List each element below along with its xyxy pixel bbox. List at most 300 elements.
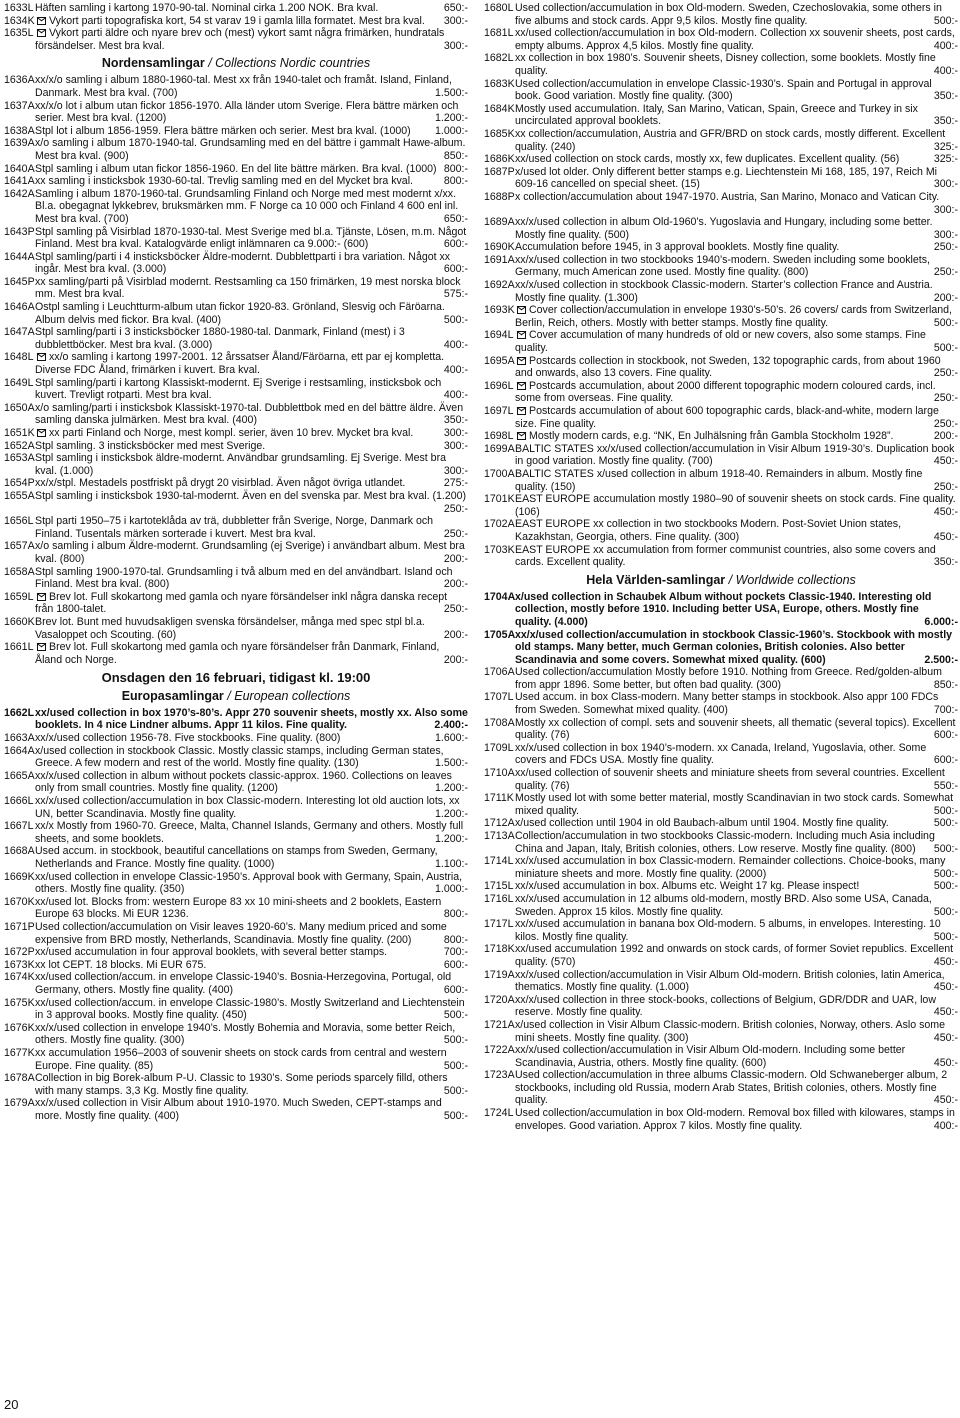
lot-description: EAST EUROPE xx collection in two stockbooks Modern. Post-Soviet Union states, Kazakhstan, Georgia, others. Fine quality. (300): [515, 518, 902, 543]
lot-description: xx/x/used collection in three stock-books, collections of Belgium, GDR/DDR and UAR, low reserve. Mostly fine quality.: [515, 993, 936, 1019]
lot-price: 800:-: [440, 934, 468, 947]
lot-entry: [484, 666, 958, 691]
lot-entry: [4, 402, 468, 427]
lot-description: xx/x/used collection/accumulation in stockbook Classic-1960’s. Stockbook with mostly old stamps. Many better, much German colonies, British colonies. Also better Scandinavia and some covers. Somewhat mixed quality. (600): [515, 628, 953, 666]
lot-number: 1694L: [484, 329, 514, 342]
lot-price: 450:-: [930, 981, 958, 994]
lot-number: 1644A: [4, 250, 35, 263]
section-heading: [4, 689, 468, 704]
lot-entry: [4, 566, 468, 591]
lot-number: 1683K: [484, 77, 515, 90]
lot-entry: [484, 103, 958, 128]
lot-price: 1.200:-: [431, 112, 468, 125]
lot-entry: [484, 855, 958, 880]
lot-entry: [4, 971, 468, 996]
lot-description: x/used collection in stockbook Classic. Mostly classic stamps, including German states, Greece. A few modern and rest of the world. Mostly fine quality. (130): [35, 744, 444, 770]
lot-number: 1661L: [4, 641, 34, 654]
lot-description: xx/x/used collection in album without pockets classic-approx. 1960. Collections on leaves only from small countries. Mostly fine quality. (1200): [35, 769, 452, 795]
lot-entry: [484, 254, 958, 279]
lot-entry: [484, 493, 958, 518]
lot-number: 1705A: [484, 628, 516, 641]
envelope-icon: [37, 17, 46, 25]
lot-description: xx/used accumulation 1992 and onwards on stock cards, of former Soviet republics. Excellent quality. (570): [515, 943, 954, 968]
lot-entry: [484, 629, 958, 667]
lot-description: Used collection/accumulation in envelope Classic-1930’s. Spain and Portugal in approval book. Good variation. Mostly fine quality. (300): [515, 77, 932, 103]
lot-entry: [4, 137, 468, 162]
lot-entry: [4, 946, 468, 959]
lot-price: 650:-: [440, 2, 468, 15]
lot-price: 400:-: [440, 339, 468, 352]
lot-number: 1713A: [484, 830, 515, 842]
lot-entry: [4, 732, 468, 745]
lot-description: xx/x/o lot i album utan fickor 1856-1970. Alla länder utom Sverige. Flera bättre märken och serier. Mest bra kval. (1200): [35, 99, 459, 125]
lot-price: 450:-: [930, 531, 958, 544]
lot-description: Used collection/accumulation on Visir leaves 1920-60’s. Many medium priced and some expensive from BRD mostly, Netherlands, Scandinavia. Mostly fine quality. (200): [35, 920, 447, 946]
lot-number: 1647A: [4, 326, 35, 339]
lot-price: 450:-: [930, 506, 958, 519]
lot-description: Stpl samling 1900-1970-tal. Grundsamling i två album med en del användbart. Island och Finland. Mest bra kval. (800): [35, 565, 453, 591]
lot-price: 2.400:-: [430, 719, 468, 732]
lot-description: xx/used accumulation in four approval booklets, with several better stamps.: [35, 946, 388, 959]
envelope-icon: [517, 331, 526, 339]
lot-price: 1.500:-: [431, 87, 468, 100]
lot-description: xx/used collection on stock cards, mostly xx, few duplicates. Excellent quality. (56): [515, 153, 900, 166]
lot-entry: [484, 918, 958, 943]
lot-entry: [4, 1097, 468, 1122]
lot-number: 1709L: [484, 741, 514, 754]
lot-number: 1674K: [4, 971, 35, 984]
lot-entry: [484, 717, 958, 742]
lot-price: 300:-: [440, 40, 468, 53]
lot-price: 300:-: [440, 440, 468, 453]
lot-description: xx/x/used collection 1956-78. Five stockbooks. Fine quality. (800): [35, 732, 341, 745]
lot-number: 1701K: [484, 493, 515, 506]
lot-price: 250:-: [930, 241, 958, 254]
lot-entry: [484, 128, 958, 153]
lot-description: xx/x/used collection/accumulation in Visir Album Old-modern. British colonies, latin America, thematics. Mostly fine quality. (1.000): [515, 968, 945, 994]
lot-description: Stpl lot i album 1856-1959. Flera bättre märken och serier. Mest bra kval. (1000): [35, 124, 411, 137]
lot-price: 250:-: [930, 418, 958, 431]
lot-number: 1678A: [4, 1072, 35, 1085]
envelope-icon: [37, 429, 46, 437]
lot-entry: [4, 100, 468, 125]
lot-number: 1706A: [484, 666, 515, 679]
lot-number: 1700A: [484, 467, 515, 480]
lot-description: Brev lot. Bunt med huvudsakligen svenska försändelser, många med spec stpl bl.a. Vasaloppet och Scouting. (60): [35, 615, 425, 641]
lot-number: 1720A: [484, 993, 515, 1006]
auction-date-heading: Onsdagen den 16 februari, tidigast kl. 19:00: [101, 670, 371, 686]
lot-price: 250:-: [930, 266, 958, 279]
lot-price: 500:-: [930, 906, 958, 919]
lot-price: 325:-: [930, 141, 958, 154]
lot-number: 1682L: [484, 52, 514, 65]
section-title: Hela Världen-samlingar: [586, 572, 726, 587]
lot-description: Stpl samling i insticksbok 1930-tal-modernt. Även en del svenska par. Mest bra kval. (1.200): [35, 489, 467, 502]
lot-entry: [484, 78, 958, 103]
lot-description: x/used collection until 1904 in old Baubach-album until 1904. Mostly fine quality.: [515, 817, 889, 830]
lot-price: 300:-: [440, 465, 468, 478]
lot-description: xx/x/used accumulation in 12 albums old-modern, mostly BRD. Also some USA, Canada, Sweden. Approx 15 kilos. Mostly fine quality.: [515, 892, 932, 918]
section-heading: [484, 573, 958, 588]
lot-description: Mostly modern cards, e.g. “NK, En Julhälsning från Gambla Stockholm 1928”.: [529, 430, 894, 443]
lot-entry: [484, 893, 958, 918]
lot-entry: [484, 468, 958, 493]
lot-description: x/used collection in Visir Album Classic-modern. British colonies, Norway, others. Aslo some mini sheets. Mostly fine quality. (300): [515, 1018, 946, 1044]
lot-description: Stpl samling/parti i kartong Klassiskt-modernt. Ej Sverige i restsamling, insticksbok och kuvert. Trevligt rotparti. Mest bra kval.: [35, 376, 442, 402]
lot-description: xx/x/used collection in Visir Album about 1910-1970. Much Sweden, CEPT-stamps and more. Mostly fine quality. (400): [35, 1097, 442, 1122]
lot-number: 1649L: [4, 376, 34, 389]
lot-description: xx/x/used collection/accumulation in box Classic-modern. Interesting lot old auction lots, xx UN, better Scandinavia. Mostly fine quality.: [35, 795, 460, 820]
envelope-icon: [517, 357, 526, 365]
lot-entry: [484, 191, 958, 216]
lot-entry: [484, 241, 958, 254]
lot-price: 550:-: [930, 780, 958, 793]
lot-price: 325:-: [930, 153, 958, 166]
lot-description: Collection in big Borek-album P-U. Classic to 1930’s. Some periods sparcely filld, others with many stamps. 3,3 Kg. Mostly fine quality.: [35, 1072, 448, 1097]
lot-entry: [484, 1019, 958, 1044]
envelope-icon: [517, 432, 526, 440]
lot-entry: [484, 742, 958, 767]
lot-entry: [484, 329, 958, 354]
lot-description: xx samling/parti på Visirblad modernt. Restsamling ca 150 frimärken, 19 mest norska block mm. Mest bra kval.: [35, 275, 461, 301]
lot-price: 300:-: [930, 204, 958, 217]
lot-description: xx/x/used collection in stockbook Classic-modern. Starter’s collection France and Austria. Mostly fine quality. (1.300): [515, 279, 933, 304]
lot-description: xx parti Finland och Norge, mest kompl. serier, även 10 brev. Mycket bra kval.: [49, 427, 414, 439]
lot-description: Stpl parti 1950–75 i kartoteklåda av trä, dubbletter från Sverige, Norge, Danmark och Finland. Tusentals märken sorterade i kuvert. Mest bra kval.: [35, 515, 434, 540]
lot-price: 200:-: [440, 578, 468, 591]
lot-price: 6.000:-: [920, 616, 958, 629]
lot-description: Mostly used accumulation. Italy, San Marino, Vatican, Spain, Greece and Turkey in six uncirculated approval booklets.: [515, 102, 918, 128]
lot-number: 1641A: [4, 175, 35, 188]
lot-number: 1703K: [484, 543, 515, 556]
lot-description: Stpl samling i insticksbok äldre-modernt. Användbar grundsamling. Ej Sverige. Mest bra kval. (1.000): [35, 452, 446, 477]
lot-number: 1684K: [484, 102, 515, 115]
lot-number: 1708A: [484, 716, 515, 729]
lot-description: Used accum. in stockbook, beautiful cancellations on stamps from Sweden, Germany, Netherlands and France. Mostly fine quality. (1000): [35, 845, 438, 870]
lot-description: Used collection/accumulation in box Old-modern. Sweden, Czechoslovakia, some others in five albums and stock cards. Appr 9,5 kilos. Mostly fine quality.: [515, 2, 942, 27]
lot-price: 500:-: [930, 880, 958, 893]
lot-price: 450:-: [930, 956, 958, 969]
lot-price: 600:-: [930, 729, 958, 742]
lot-price: 500:-: [440, 314, 468, 327]
lot-description: xx samling i insticksbok 1930-60-tal. Trevlig samling med en del Mycket bra kval.: [35, 175, 413, 188]
lot-entry: [484, 591, 958, 629]
lot-entry: [484, 166, 958, 191]
lot-description: xx lot CEPT. 18 blocks. Mi EUR 675.: [35, 958, 207, 971]
lot-price: 450:-: [930, 1006, 958, 1019]
lot-price: 250:-: [440, 528, 468, 541]
lot-price: 200:-: [440, 629, 468, 642]
lot-description: BALTIC STATES xx/x/used collection/accumulation in Visir Album 1919-30’s. Duplication book in good variation. Mostly fine quality. (700): [515, 442, 955, 468]
lot-description: Postcards accumulation, about 2000 different topographic modern coloured cards, incl. some from overseas. Fine quality.: [515, 379, 936, 405]
lot-description: Vykort parti äldre och nyare brev och (mest) vykort samt några frimärken, hundratals försändelser. Mest bra kval.: [35, 27, 445, 52]
lot-entry: [4, 641, 468, 666]
lot-number: 1636A: [4, 74, 35, 87]
lot-description: Postcards collection in stockbook, not Sweden, 132 topographic cards, from about 1960 and onwards, also 13 covers. Fine quality.: [515, 354, 941, 380]
lot-price: 500:-: [440, 1034, 468, 1047]
lot-number: 1689A: [484, 216, 515, 229]
lot-entry: [484, 969, 958, 994]
lot-description: x/o samling i album Äldre-modernt. Grundsamling (ej Sverige) i användbart album. Mest bra kval. (800): [35, 540, 465, 565]
lot-number: 1692A: [484, 279, 515, 292]
lot-number: 1691A: [484, 253, 515, 266]
lot-description: xx/used collection/accum. in envelope Classic-1980’s. Mostly Switzerland and Liechtenstein in 3 approval books. Mostly fine quality. (450): [35, 996, 465, 1022]
lot-entry: [484, 817, 958, 830]
lot-price: 400:-: [440, 364, 468, 377]
lot-number: 1714L: [484, 855, 514, 868]
lot-number: 1669K: [4, 870, 35, 883]
lot-description: Cover collection/accumulation in envelope 1930’s-50’s. 26 covers/ cards from Switzerland, Berlin, Reich, others. Mostly with better stamps. Mostly fine quality.: [515, 304, 952, 329]
lot-price: 200:-: [440, 654, 468, 667]
envelope-icon: [37, 29, 46, 37]
section-subtitle: / European collections: [227, 688, 351, 703]
lot-number: 1659L: [4, 590, 34, 603]
lot-number: 1663A: [4, 732, 35, 745]
lot-price: 400:-: [930, 1120, 958, 1133]
lot-number: 1680L: [484, 2, 514, 14]
lot-description: Stpl samling. 3 insticksböcker med mest Sverige.: [35, 439, 266, 452]
lot-price: 400:-: [930, 65, 958, 78]
lot-number: 1688P: [484, 190, 515, 203]
lot-entry: [4, 795, 468, 820]
lot-entry: [484, 279, 958, 304]
lot-description: Brev lot. Full skokartong med gamla och nyare försändelser inkl några danska recept från 1800-talet.: [35, 590, 448, 616]
lot-description: xx/o samling i kartong 1997-2001. 12 årssatser Åland/Färöarna, ett par ej kompletta. Diverse FDC Åland, frimärken i kuvert. Bra kval.: [35, 351, 445, 377]
lot-entry: [4, 515, 468, 540]
lot-price: 600:-: [440, 238, 468, 251]
lot-entry: [4, 1047, 468, 1072]
lot-number: 1664A: [4, 744, 35, 757]
lot-price: 500:-: [930, 317, 958, 330]
lot-price: 600:-: [440, 263, 468, 276]
lot-price: 2.500:-: [920, 654, 958, 667]
page-number: 20: [4, 1397, 19, 1413]
lot-entry: [484, 1107, 958, 1132]
envelope-icon: [37, 353, 46, 361]
lot-number: 1719A: [484, 968, 515, 981]
lot-number: 1690K: [484, 241, 515, 254]
lot-price: 1.200:-: [431, 833, 468, 846]
lot-number: 1671P: [4, 920, 35, 933]
lot-number: 1710A: [484, 767, 515, 780]
lot-price: 1.500:-: [431, 757, 468, 770]
lot-price: 650:-: [440, 213, 468, 226]
lot-number: 1679A: [4, 1097, 35, 1110]
lot-number: 1672P: [4, 946, 35, 959]
lot-entry: [4, 377, 468, 402]
lot-number: 1654P: [4, 477, 35, 490]
lot-entry: [4, 871, 468, 896]
lot-number: 1681L: [484, 27, 514, 40]
lot-entry: [484, 380, 958, 405]
lot-number: 1697L: [484, 405, 514, 417]
lot-number: 1687P: [484, 165, 515, 178]
envelope-icon: [517, 407, 526, 415]
lot-price: 800:-: [440, 908, 468, 921]
lot-price: 200:-: [440, 553, 468, 566]
lot-entry: [484, 544, 958, 569]
lot-entry: [484, 443, 958, 468]
lot-entry: [4, 820, 468, 845]
lot-price: 400:-: [440, 389, 468, 402]
lot-number: 1685K: [484, 127, 515, 140]
envelope-icon: [37, 593, 46, 601]
lot-price: 350:-: [930, 115, 958, 128]
lot-price: 700:-: [440, 946, 468, 959]
lot-number: 1696L: [484, 379, 514, 392]
lot-description: xx/x/used accumulation in box Classic-modern. Remainder collections. Choice-books, many miniature sheets and more. Mostly fine quality. (2000): [515, 855, 946, 880]
lot-description: Cover accumulation of many hundreds of old or new covers, also some stamps. Fine quality.: [515, 329, 926, 355]
lot-price: 500:-: [930, 15, 958, 28]
lot-price: 1.200:-: [431, 808, 468, 821]
lot-description: Vykort parti topografiska kort, 54 st varav 19 i gamla lilla formatet. Mest bra kval.: [49, 14, 425, 27]
lot-description: xx accumulation 1956–2003 of souvenir sheets on stock cards from central and western Europe. Fine quality. (85): [35, 1046, 447, 1072]
right-column: [484, 2, 958, 1132]
lot-description: xx/x/o samling i album 1880-1960-tal. Mest xx från 1940-talet och framåt. Island, Finland, Danmark. Mest bra kval. (700): [35, 74, 452, 99]
lot-price: 500:-: [930, 843, 958, 856]
lot-price: 600:-: [930, 754, 958, 767]
lot-entry: [4, 959, 468, 972]
lot-number: 1652A: [4, 439, 35, 452]
lot-entry: [484, 691, 958, 716]
lot-number: 1712A: [484, 817, 515, 830]
lot-price: 600:-: [440, 984, 468, 997]
lot-entry: [4, 251, 468, 276]
lot-price: 500:-: [930, 868, 958, 881]
lot-entry: [4, 351, 468, 376]
lot-number: 1657A: [4, 540, 35, 553]
lot-number: 1699A: [484, 442, 515, 455]
lot-number: 1675K: [4, 996, 35, 1009]
lot-entry: [484, 430, 958, 443]
lot-price: 450:-: [930, 1057, 958, 1070]
lot-price: 250:-: [930, 481, 958, 494]
lot-entry: [4, 896, 468, 921]
lot-entry: [4, 27, 468, 52]
lot-price: 500:-: [440, 1060, 468, 1073]
lot-description: xx/used collection in envelope Classic-1950’s. Approval book with Germany, Spain, Austria, others. Mostly fine quality. (350): [35, 870, 463, 896]
lot-entry: [4, 540, 468, 565]
lot-description: EAST EUROPE accumulation mostly 1980–90 of souvenir sheets on stock cards. Fine quality. (106): [515, 493, 956, 518]
lot-price: 300:-: [440, 15, 468, 28]
lot-entry: [4, 175, 468, 188]
lot-price: 1.000:-: [431, 125, 468, 138]
lot-number: 1677K: [4, 1046, 35, 1059]
lot-number: 1656L: [4, 515, 34, 528]
lot-description: BALTIC STATES x/used collection in album 1918-40. Remainders in album. Mostly fine quality. (150): [515, 467, 923, 493]
lot-number: 1640A: [4, 162, 35, 175]
lot-price: 275:-: [440, 477, 468, 490]
lot-description: Used collection/accumulation in three albums Classic-modern. Old Schwaneberger album, 2 stockbooks, including old Russia, modern Arab States, British colonies, others. Mostly fine quality.: [515, 1069, 948, 1107]
lot-number: 1715L: [484, 880, 514, 893]
lot-number: 1668A: [4, 845, 35, 858]
lot-price: 1.000:-: [431, 883, 468, 896]
lot-description: xx/x/used collection in album Old-1960’s. Yugoslavia and Hungary, including some better. Mostly fine quality. (500): [515, 216, 933, 241]
lot-entry: [4, 427, 468, 440]
lot-entry: [484, 153, 958, 166]
lot-entry: [484, 943, 958, 968]
lot-price: 700:-: [930, 704, 958, 717]
lot-price: 450:-: [930, 1032, 958, 1045]
lot-number: 1651K: [4, 427, 35, 439]
lot-description: xx/x/used collection in two stockbooks 1940’s-modern. Sweden including some booklets, Germany, much American zone used. Mostly fine quality. (800): [515, 253, 930, 279]
lot-number: 1695A: [484, 354, 515, 367]
lot-entry: [4, 15, 468, 28]
lot-number: 1670K: [4, 895, 35, 908]
lot-number: 1698L: [484, 430, 514, 443]
lot-price: 450:-: [930, 1094, 958, 1107]
lot-description: xx/x/stpl. Mestadels postfriskt på drygt 20 visirblad. Även något övriga utlandet.: [35, 477, 406, 490]
lot-description: Accumulation before 1945, in 3 approval booklets. Mostly fine quality.: [515, 241, 840, 254]
lot-price: 350:-: [440, 414, 468, 427]
lot-description: EAST EUROPE xx accumulation from former communist countries, also some covers and cards. Excellent quality.: [515, 543, 936, 569]
lot-entry: [484, 405, 958, 430]
lot-description: xx/x/used collection/accumulation in Visir Album Old-modern. Including some better Scandinavia, Austria, others. Mostly fine quality. (600): [515, 1044, 906, 1069]
left-column: [4, 2, 468, 1122]
lot-price: 300:-: [930, 178, 958, 191]
lot-description: Häften samling i kartong 1970-90-tal. Nominal cirka 1.200 NOK. Bra kval.: [35, 2, 379, 14]
lot-entry: [484, 304, 958, 329]
lot-entry: [4, 707, 468, 732]
lot-number: 1686K: [484, 153, 515, 166]
lot-entry: [4, 997, 468, 1022]
lot-number: 1633L: [4, 2, 34, 14]
lot-number: 1645P: [4, 275, 35, 288]
lot-entry: [4, 440, 468, 453]
lot-entry: [4, 226, 468, 251]
lot-description: Used collection/accumulation in box Old-modern. Removal box filled with kilowares, stamps in envelopes. Good variation. Approx 7 kilos. Mostly fine quality.: [515, 1107, 955, 1132]
section-subtitle: / Collections Nordic countries: [208, 56, 371, 71]
section-subtitle: / Worldwide collections: [728, 572, 856, 587]
lot-description: x/o samling/parti i insticksbok Klassiskt-1970-tal. Dubblettbok med en del bättre äldre. Även samling danska julmärken. Mest bra kval. (400): [35, 401, 464, 427]
lot-description: xx/used collection/accum. in envelope Classic-1940’s. Bosnia-Herzegovina, Portugal, old Germany, others. Mostly fine quality. (400): [35, 971, 452, 996]
lot-number: 1718K: [484, 943, 515, 956]
lot-price: 500:-: [440, 1009, 468, 1022]
lot-price: 850:-: [440, 150, 468, 163]
lot-price: 500:-: [440, 1110, 468, 1123]
lot-entry: [484, 2, 958, 27]
lot-number: 1635L: [4, 27, 34, 40]
lot-number: 1665A: [4, 769, 35, 782]
lot-description: Ostpl samling i Leuchtturm-album utan fickor 1920-83. Grönland, Slesvig och Färöarna. Album delvis med fickor. Bra kval. (400): [35, 301, 445, 326]
lot-entry: [484, 27, 958, 52]
lot-entry: [4, 125, 468, 138]
lot-description: xx/x/used collection in envelope 1940’s. Mostly Bohemia and Moravia, some better Reich, others. Mostly fine quality. (300): [35, 1021, 456, 1047]
lot-description: x/o samling i album 1870-1940-tal. Grundsamling med en del bättre i gammalt Hawe-album. Mest bra kval. (900): [35, 137, 466, 162]
lot-price: 450:-: [930, 455, 958, 468]
lot-description: xx/x/used accumulation in box. Albums etc. Weight 17 kg. Please inspect!: [515, 880, 860, 893]
lot-entry: [4, 616, 468, 641]
lot-price: 500:-: [930, 805, 958, 818]
lot-number: 1660K: [4, 615, 35, 628]
lot-number: 1658A: [4, 565, 35, 578]
envelope-icon: [517, 382, 526, 390]
lot-entry: [4, 188, 468, 226]
lot-entry: [4, 745, 468, 770]
lot-number: 1676K: [4, 1021, 35, 1034]
lot-number: 1643P: [4, 225, 35, 238]
lot-number: 1648L: [4, 351, 34, 364]
lot-entry: [484, 880, 958, 893]
lot-description: xx/used collection of souvenir sheets and miniature sheets from several countries. Excellent quality. (76): [515, 767, 945, 792]
lot-price: 850:-: [930, 679, 958, 692]
lot-price: 250:-: [930, 392, 958, 405]
lot-description: x/used lot older. Only different better stamps e.g. Liechtenstein Mi 168, 185, 197, Reich Mi 609-16 cancelled on special sheet. (15): [515, 165, 938, 191]
lot-number: 1667L: [4, 820, 34, 833]
lot-price: 1.600:-: [431, 732, 468, 745]
lot-number: 1722A: [484, 1044, 515, 1057]
lot-description: xx/used lot. Blocks from: western Europe 83 xx 10 mini-sheets and 2 booklets, Eastern Europe 63 blocks. Mi EUR 1236.: [35, 895, 442, 921]
